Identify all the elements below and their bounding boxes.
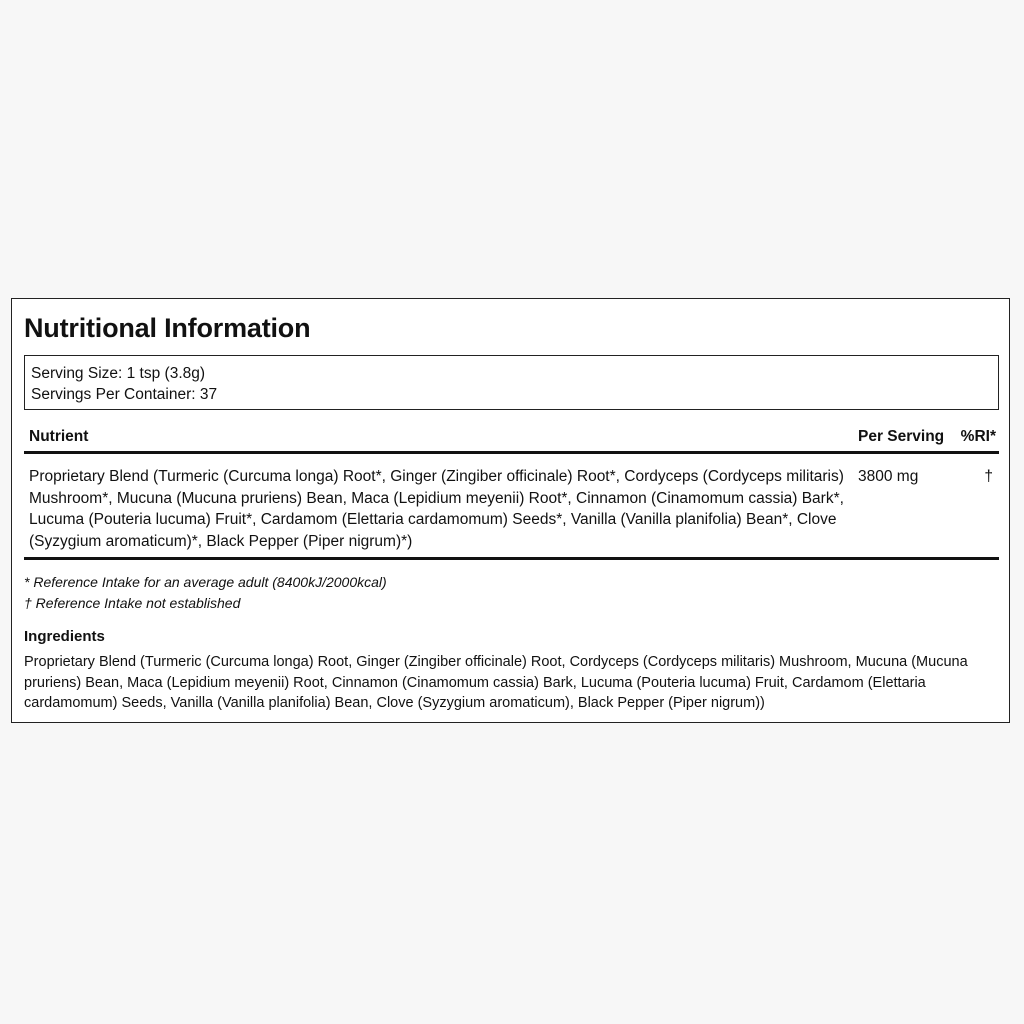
ingredients-text: Proprietary Blend (Turmeric (Curcuma longa) Root, Ginger (Zingiber officinale) Root, Cordyceps (Cordyceps militaris) Mushroom, Mucuna (Mucuna pruriens) Bean, Maca (Lepidium meyenii) Root, Cinnamon (Cinamomum cassia) Bark, Lucuma (Pouteria lucuma) Fruit, Cardamom (Elettaria cardamomum) Seeds, Vanilla (Vanilla planifolia) Bean, Clove (Syzygium aromaticum), Black Pepper (Piper nigrum)) (24, 654, 968, 711)
footnote-reference-intake: * Reference Intake for an average adult (8400kJ/2000kcal) (24, 574, 387, 590)
footnotes (24, 572, 387, 614)
header-per-serving: Per Serving (858, 428, 945, 445)
ingredients-heading: Ingredients (24, 628, 105, 645)
serving-info-box (24, 355, 999, 410)
nutrient-table-header (24, 423, 999, 454)
row-per-serving: 3800 mg (858, 468, 919, 485)
label-title: Nutritional Information (24, 313, 311, 343)
header-nutrient: Nutrient (29, 428, 89, 445)
table-row (24, 454, 999, 560)
servings-per-container: Servings Per Container: 37 (31, 386, 218, 403)
footnote-not-established: † Reference Intake not established (24, 595, 241, 611)
nutrient-table (24, 423, 999, 560)
row-nutrient: Proprietary Blend (Turmeric (Curcuma longa) Root*, Ginger (Zingiber officinale) Root*, Cordyceps (Cordyceps militaris) Mushroom*, Mucuna (Mucuna pruriens) Bean, Maca (Lepidium meyenii) Root*, Cinnamon (Cinamomum cassia) Bark*, Lucuma (Pouteria lucuma) Fruit*, Cardamom (Elettaria cardamomum) Seeds*, Vanilla (Vanilla planifolia) Bean*, Clove (Syzygium aromaticum)*, Black Pepper (Piper nigrum)*) (29, 468, 844, 550)
header-ri: %RI* (960, 428, 996, 445)
nutrition-label-panel (11, 298, 1010, 723)
serving-size: Serving Size: 1 tsp (3.8g) (31, 365, 206, 382)
row-ri: † (984, 468, 993, 485)
